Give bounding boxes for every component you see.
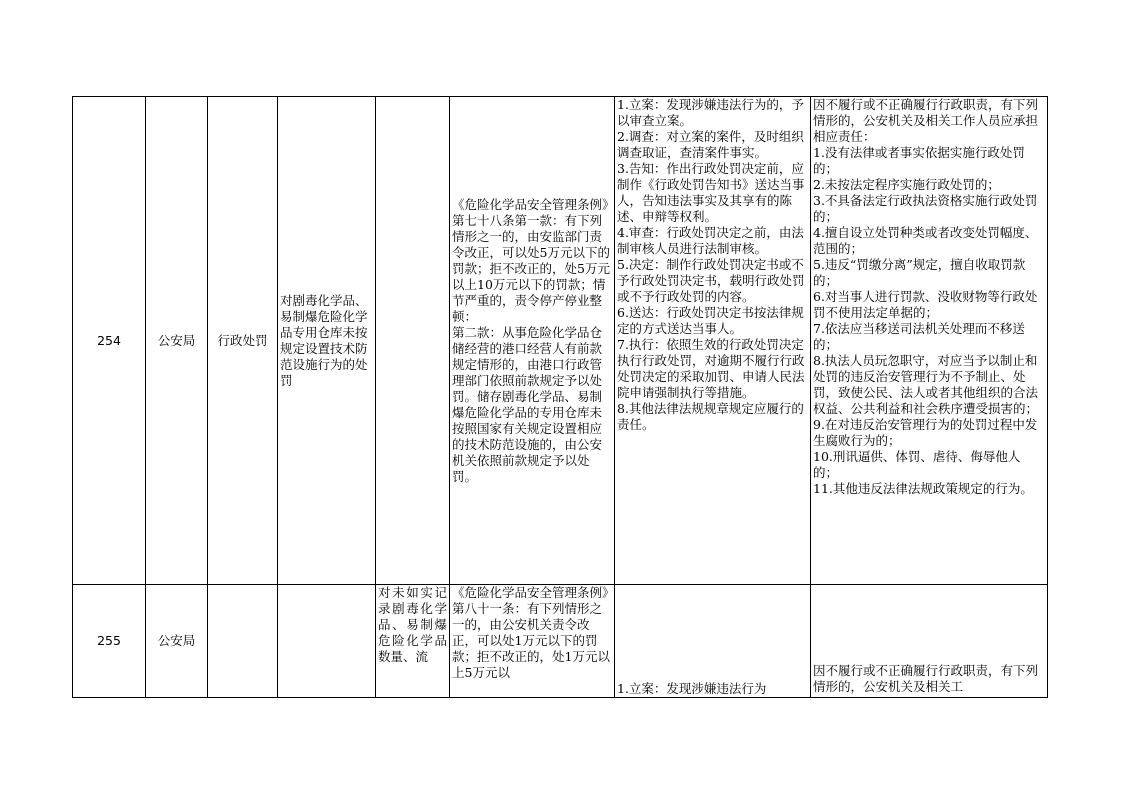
sub-item-cell: 对未如实记录剧毒化学品、易制爆危险化学品数量、流 [376,585,450,698]
procedure-step: 1.立案：发现涉嫌违法行为的，予以审查立案。 [617,97,804,128]
procedure-step: 4.审查：行政处罚决定之前，由法制审核人员进行法制审核。 [617,225,804,256]
agency-cell: 公安局 [146,97,208,585]
liability-item: 9.在对违反治安管理行为的处罚过程中发生腐败行为的； [813,417,1038,448]
liability-item: 4.擅自设立处罚种类或者改变处罚幅度、范围的； [813,225,1038,256]
procedure-step: 8.其他法律法规规章规定应履行的责任。 [617,401,804,432]
liability-item: 11.其他违反法律法规政策规定的行为。 [813,481,1033,496]
liability-item: 5.违反“罚缴分离”规定，擅自收取罚款的； [813,257,1026,288]
row-number-cell: 254 [73,97,146,585]
liability-item: 8.执法人员玩忽职守，对应当予以制止和处罚的违反治安管理行为不予制止、处罚，致使公民、法人或者其他组织的合法权益、公共利益和社会秩序遭受损害的； [813,353,1039,416]
records-table [72,96,1048,698]
liability-item: 6.对当事人进行罚款、没收财物等行政处罚不使用法定单据的； [813,289,1038,320]
procedure-step: 6.送达：行政处罚决定书按法律规定的方式送达当事人。 [617,305,804,336]
row-number-cell: 255 [73,585,146,698]
procedure-step: 7.执行：依照生效的行政处罚决定执行行政处罚，对逾期不履行行政处罚决定的采取加罚、申请人民法院申请强制执行等措施。 [617,337,805,400]
sub-item-cell [376,97,450,585]
liability-item: 2.未按法定程序实施行政处罚的； [813,177,1000,192]
liability-item: 10.刑讯逼供、体罚、虐待、侮辱他人的； [813,449,1021,480]
penalty-type-cell: 行政处罚 [208,97,278,585]
procedure-step: 5.决定：制作行政处罚决定书或不予行政处罚决定书，载明行政处罚或不予行政处罚的内容。 [617,257,805,304]
penalty-type-cell [208,585,278,698]
liability-cell [811,97,1048,585]
liability-item: 1.没有法律或者事实依据实施行政处罚的； [813,145,1025,176]
legal-basis-cell: 《危险化学品安全管理条例》第八十一条：有下列情形之一的，由公安机关责令改正，可以处1万元以下的罚款；拒不改正的，处1万元以上5万元以 [450,585,615,698]
liability-intro: 因不履行或不正确履行行政职责，有下列情形的，公安机关及相关工作人员应承担相应责任： [813,97,1039,144]
procedure-cell: 1.立案：发现涉嫌违法行为 [615,585,811,698]
agency-cell: 公安局 [146,585,208,698]
procedure-step: 3.告知：作出行政处罚决定前，应制作《行政处罚告知书》送达当事人，告知违法事实及其享有的陈述、申辩等权利。 [617,161,805,224]
liability-cell: 因不履行或不正确履行行政职责，有下列情形的，公安机关及相关工 [811,585,1048,698]
legal-basis-cell: 《危险化学品安全管理条例》第七十八条第一款：有下列情形之一的，由安监部门责令改正，可以处5万元以下的罚款；拒不改正的，处5万元以上10万元以下的罚款；情节严重的，责令停产停业整顿： 第二款：从事危险化学品仓储经营的港口经营人有前款规定情形的，由港口行政管理部门依照前款规定予以处罚。储存剧毒化学品、易制爆危险化学品的专用仓库未按照国家有关规定设置相应的技术防范设施的，由公安机关依照前款规定予以处罚。 [450,97,615,585]
liability-item: 7.依法应当移送司法机关处理而不移送的； [813,321,1025,352]
procedure-cell [615,97,811,585]
procedure-step: 2.调查：对立案的案件，及时组织调查取证，查清案件事实。 [617,129,804,160]
liability-item: 3.不具备法定行政执法资格实施行政处罚的； [813,193,1038,224]
item-name-cell [278,585,376,698]
table-row [73,585,1048,698]
table-row [73,97,1048,585]
item-name-cell: 对剧毒化学品、易制爆危险化学品专用仓库未按规定设置技术防范设施行为的处罚 [278,97,376,585]
